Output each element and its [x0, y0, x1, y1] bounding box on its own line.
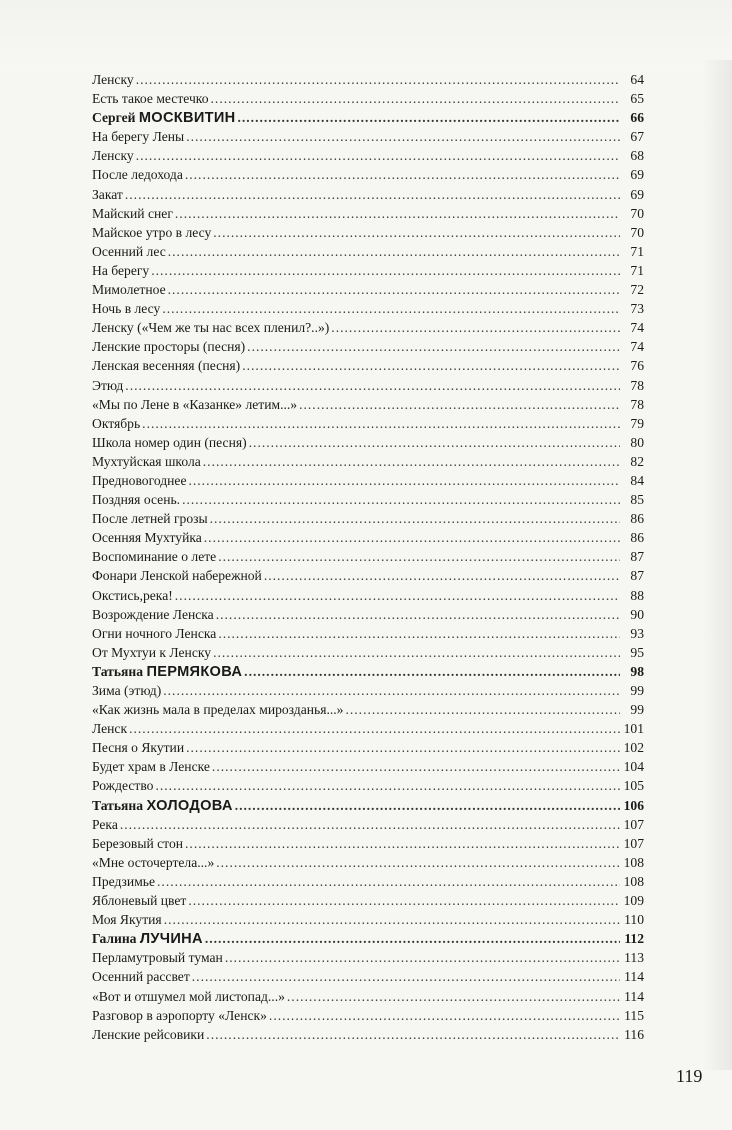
- entry-title: Закат: [92, 186, 123, 202]
- entry-page-number: 78: [630, 377, 644, 393]
- author-surname: ХОЛОДОВА: [146, 797, 233, 814]
- entry-page-number: 66: [630, 110, 644, 126]
- entry-title: Предновогоднее: [92, 472, 187, 488]
- entry-title: Разговор в аэропорту «Ленск»: [92, 1007, 267, 1023]
- dot-leader: [129, 719, 620, 738]
- dot-leader: [205, 929, 620, 948]
- toc-entry: [92, 261, 644, 280]
- entry-title: Предзимье: [92, 873, 156, 889]
- toc-entry: [92, 776, 644, 795]
- dot-leader: [264, 566, 620, 585]
- entry-page-number: 70: [630, 224, 644, 240]
- entry-title: Ленские рейсовики: [92, 1026, 205, 1042]
- dot-leader: [299, 395, 620, 414]
- table-of-contents: [92, 70, 644, 1044]
- entry-title: После летней грозы: [92, 511, 208, 527]
- author-first-name: Татьяна: [92, 797, 144, 813]
- entry-page-number: 74: [630, 320, 644, 336]
- dot-leader: [206, 1025, 620, 1044]
- dot-leader: [164, 910, 620, 929]
- toc-entry: [92, 127, 644, 146]
- entry-page-number: 98: [630, 663, 644, 679]
- entry-title: Возрождение Ленска: [92, 606, 214, 622]
- entry-page-number: 86: [630, 530, 644, 546]
- dot-leader: [136, 70, 620, 89]
- toc-entry: [92, 719, 644, 738]
- author-first-name: Сергей: [92, 110, 136, 126]
- entry-page-number: 104: [623, 759, 644, 775]
- entry-page-number: 108: [623, 873, 644, 889]
- dot-leader: [216, 605, 620, 624]
- entry-page-number: 114: [624, 969, 644, 985]
- dot-leader: [345, 700, 620, 719]
- dot-leader: [244, 662, 620, 681]
- dot-leader: [125, 376, 620, 395]
- author-first-name: Галина: [92, 931, 137, 947]
- author-name: [92, 662, 242, 681]
- toc-entry: [92, 395, 644, 414]
- entry-title: Моя Якутия: [92, 912, 162, 928]
- author-first-name: Татьяна: [92, 663, 144, 679]
- entry-title: Майское утро в лесу: [92, 224, 212, 240]
- entry-title: Огни ночного Ленска: [92, 625, 217, 641]
- toc-entry: [92, 1006, 644, 1025]
- entry-title: Ленская весенняя (песня): [92, 358, 241, 374]
- dot-leader: [211, 89, 620, 108]
- entry-title: Ленские просторы (песня): [92, 339, 246, 355]
- entry-page-number: 79: [630, 415, 644, 431]
- entry-title: Есть такое местечко: [92, 91, 209, 107]
- entry-page-number: 109: [623, 893, 644, 909]
- entry-page-number: 113: [624, 950, 644, 966]
- dot-leader: [235, 796, 620, 815]
- dot-leader: [163, 681, 620, 700]
- toc-entry: [92, 528, 644, 547]
- dot-leader: [237, 108, 620, 127]
- toc-entry: [92, 1025, 644, 1044]
- entry-page-number: 85: [630, 492, 644, 508]
- toc-entry: [92, 337, 644, 356]
- entry-title: Река: [92, 816, 118, 832]
- entry-title: Поздняя осень.: [92, 492, 181, 508]
- toc-entry: [92, 185, 644, 204]
- toc-author-heading: [92, 662, 644, 681]
- entry-title: Фонари Ленской набережной: [92, 568, 262, 584]
- entry-title: Воспоминание о лете: [92, 549, 217, 565]
- dot-leader: [249, 433, 620, 452]
- toc-entry: [92, 948, 644, 967]
- entry-title: Осенний рассвет: [92, 969, 190, 985]
- entry-page-number: 90: [630, 606, 644, 622]
- entry-page-number: 102: [623, 740, 644, 756]
- toc-entry: [92, 910, 644, 929]
- entry-title: Мимолетное: [92, 282, 166, 298]
- entry-title: Октябрь: [92, 415, 141, 431]
- dot-leader: [185, 165, 620, 184]
- entry-title: Березовый стон: [92, 835, 184, 851]
- entry-page-number: 114: [624, 988, 644, 1004]
- dot-leader: [182, 490, 620, 509]
- toc-author-heading: [92, 929, 644, 948]
- entry-title: Окстись,река!: [92, 587, 173, 603]
- entry-page-number: 115: [624, 1007, 644, 1023]
- entry-title: «Как жизнь мала в пределах мирозданья...»: [92, 702, 344, 718]
- author-name: [92, 108, 235, 127]
- entry-page-number: 71: [630, 262, 644, 278]
- toc-entry: [92, 70, 644, 89]
- toc-entry: [92, 834, 644, 853]
- toc-entry: [92, 356, 644, 375]
- dot-leader: [216, 853, 620, 872]
- toc-entry: [92, 146, 644, 165]
- toc-entry: [92, 700, 644, 719]
- toc-entry: [92, 891, 644, 910]
- entry-title: Будет храм в Ленске: [92, 759, 210, 775]
- entry-page-number: 69: [630, 186, 644, 202]
- entry-page-number: 68: [630, 148, 644, 164]
- toc-entry: [92, 872, 644, 891]
- dot-leader: [287, 987, 620, 1006]
- entry-page-number: 116: [624, 1026, 644, 1042]
- entry-title: На берегу Лены: [92, 129, 185, 145]
- entry-title: На берегу: [92, 262, 150, 278]
- dot-leader: [155, 776, 620, 795]
- entry-page-number: 65: [630, 91, 644, 107]
- toc-entry: [92, 165, 644, 184]
- toc-entry: [92, 414, 644, 433]
- toc-entry: [92, 299, 644, 318]
- toc-entry: [92, 815, 644, 834]
- dot-leader: [136, 146, 620, 165]
- dot-leader: [204, 528, 620, 547]
- entry-title: Ленск: [92, 721, 128, 737]
- dot-leader: [175, 586, 620, 605]
- entry-title: Ленску: [92, 72, 134, 87]
- dot-leader: [186, 738, 620, 757]
- author-name: [92, 929, 203, 948]
- toc-entry: [92, 242, 644, 261]
- toc-author-heading: [92, 796, 644, 815]
- dot-leader: [213, 643, 620, 662]
- entry-title: Зима (этюд): [92, 683, 162, 698]
- entry-page-number: 99: [630, 683, 644, 698]
- entry-title: Ленску: [92, 148, 134, 164]
- entry-page-number: 86: [630, 511, 644, 527]
- toc-entry: [92, 376, 644, 395]
- toc-entry: [92, 204, 644, 223]
- dot-leader: [225, 948, 620, 967]
- entry-title: Песня о Якутии: [92, 740, 185, 756]
- entry-title: Школа номер один (песня): [92, 434, 247, 450]
- entry-page-number: 73: [630, 301, 644, 317]
- entry-page-number: 112: [624, 931, 644, 947]
- entry-page-number: 84: [630, 472, 644, 488]
- dot-leader: [142, 414, 620, 433]
- entry-title: Мухтуйская школа: [92, 453, 201, 469]
- dot-leader: [186, 127, 620, 146]
- entry-title: Этюд: [92, 377, 124, 393]
- dot-leader: [218, 624, 620, 643]
- entry-page-number: 107: [623, 816, 644, 832]
- entry-title: Ночь в лесу: [92, 301, 161, 317]
- entry-page-number: 107: [623, 835, 644, 851]
- dot-leader: [185, 834, 620, 853]
- entry-title: Рождество: [92, 778, 154, 794]
- entry-title: Осенняя Мухтуйка: [92, 530, 202, 546]
- toc-entry: [92, 223, 644, 242]
- entry-page-number: 64: [630, 72, 644, 87]
- entry-page-number: 87: [630, 568, 644, 584]
- dot-leader: [168, 280, 620, 299]
- entry-page-number: 69: [630, 167, 644, 183]
- toc-entry: [92, 490, 644, 509]
- dot-leader: [151, 261, 620, 280]
- author-surname: МОСКВИТИН: [138, 110, 236, 127]
- toc-entry: [92, 89, 644, 108]
- toc-entry: [92, 471, 644, 490]
- toc-entry: [92, 547, 644, 566]
- dot-leader: [192, 967, 620, 986]
- entry-title: Яблоневый цвет: [92, 893, 187, 909]
- dot-leader: [188, 891, 620, 910]
- entry-page-number: 72: [630, 282, 644, 298]
- toc-entry: [92, 738, 644, 757]
- entry-page-number: 76: [630, 358, 644, 374]
- entry-page-number: 101: [623, 721, 644, 737]
- toc-entry: [92, 433, 644, 452]
- entry-page-number: 110: [624, 912, 644, 928]
- entry-title: Осенний лес: [92, 243, 166, 259]
- entry-title: После ледохода: [92, 167, 183, 183]
- entry-page-number: 105: [623, 778, 644, 794]
- entry-page-number: 78: [630, 396, 644, 412]
- toc-entry: [92, 681, 644, 700]
- toc-entry: [92, 605, 644, 624]
- toc-entry: [92, 757, 644, 776]
- entry-title: От Мухтуи к Ленску: [92, 644, 212, 660]
- dot-leader: [120, 815, 620, 834]
- dot-leader: [269, 1006, 620, 1025]
- page-number: 119: [676, 1066, 703, 1086]
- entry-page-number: 106: [623, 797, 644, 813]
- entry-page-number: 71: [630, 243, 644, 259]
- entry-page-number: 67: [630, 129, 644, 145]
- dot-leader: [175, 204, 620, 223]
- entry-title: «Мы по Лене в «Казанке» летим...»: [92, 396, 298, 412]
- author-name: [92, 796, 233, 815]
- dot-leader: [242, 356, 620, 375]
- entry-title: Перламутровый туман: [92, 950, 223, 966]
- dot-leader: [218, 547, 620, 566]
- toc-entry: [92, 280, 644, 299]
- toc-author-heading: [92, 108, 644, 127]
- dot-leader: [247, 337, 620, 356]
- dot-leader: [188, 471, 620, 490]
- toc-entry: [92, 452, 644, 471]
- dot-leader: [162, 299, 620, 318]
- entry-page-number: 99: [630, 702, 644, 718]
- entry-title: Майский снег: [92, 205, 173, 221]
- entry-title: «Вот и отшумел мой листопад...»: [92, 988, 285, 1004]
- entry-page-number: 87: [630, 549, 644, 565]
- dot-leader: [203, 452, 620, 471]
- dot-leader: [168, 242, 620, 261]
- entry-page-number: 74: [630, 339, 644, 355]
- toc-entry: [92, 967, 644, 986]
- toc-entry: [92, 318, 644, 337]
- dot-leader: [212, 757, 620, 776]
- dot-leader: [210, 509, 620, 528]
- dot-leader: [125, 185, 620, 204]
- dot-leader: [331, 318, 620, 337]
- toc-entry: [92, 586, 644, 605]
- author-surname: ЛУЧИНА: [139, 931, 203, 948]
- dot-leader: [213, 223, 620, 242]
- toc-entry: [92, 853, 644, 872]
- toc-entry: [92, 987, 644, 1006]
- toc-entry: [92, 509, 644, 528]
- entry-page-number: 95: [630, 644, 644, 660]
- toc-entry: [92, 566, 644, 585]
- entry-page-number: 70: [630, 205, 644, 221]
- entry-page-number: 108: [623, 854, 644, 870]
- entry-title: «Мне осточертела...»: [92, 854, 215, 870]
- entry-page-number: 93: [630, 625, 644, 641]
- dot-leader: [157, 872, 620, 891]
- entry-page-number: 88: [630, 587, 644, 603]
- entry-page-number: 82: [630, 453, 644, 469]
- toc-entry: [92, 643, 644, 662]
- entry-page-number: 80: [630, 434, 644, 450]
- toc-entry: [92, 624, 644, 643]
- entry-title: Ленску («Чем же ты нас всех пленил?..»): [92, 320, 330, 336]
- author-surname: ПЕРМЯКОВА: [146, 663, 243, 680]
